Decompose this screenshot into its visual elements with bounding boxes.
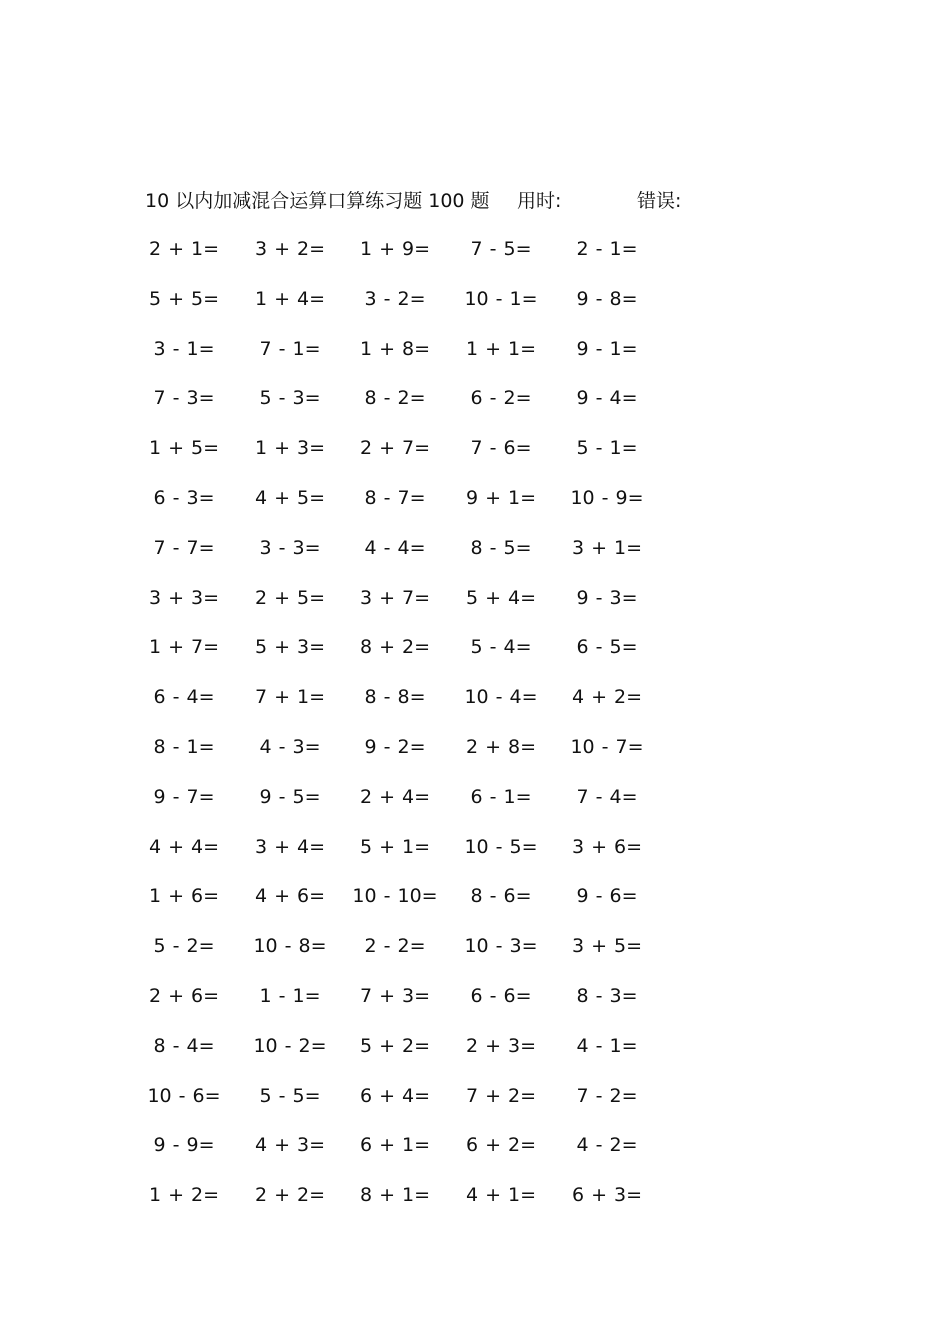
arithmetic-problem: 1 + 3=	[254, 437, 326, 460]
arithmetic-problem: 1 + 7=	[148, 636, 220, 659]
arithmetic-problem: 8 - 3=	[576, 985, 638, 1007]
arithmetic-problem: 3 - 2=	[364, 287, 426, 310]
arithmetic-problem: 5 - 1=	[576, 437, 638, 460]
arithmetic-problem: 5 - 4=	[470, 636, 532, 659]
arithmetic-problem: 9 - 5=	[259, 785, 321, 808]
problem-row	[0, 284, 950, 314]
arithmetic-problem: 1 + 9=	[359, 238, 431, 260]
arithmetic-problem: 3 + 1=	[571, 536, 643, 559]
arithmetic-problem: 7 - 5=	[470, 238, 532, 260]
arithmetic-problem: 2 + 4=	[359, 785, 431, 808]
arithmetic-problem: 2 + 3=	[465, 1034, 537, 1057]
arithmetic-problem: 8 + 1=	[359, 1184, 431, 1207]
arithmetic-problem: 9 - 7=	[153, 785, 215, 808]
arithmetic-problem: 7 + 1=	[254, 686, 326, 709]
arithmetic-problem: 5 - 5=	[259, 1084, 321, 1107]
arithmetic-problem: 3 + 7=	[359, 586, 431, 609]
arithmetic-problem: 2 + 6=	[148, 985, 220, 1007]
worksheet-title: 10 以内加减混合运算口算练习题 100 题	[145, 190, 490, 212]
arithmetic-problem: 8 - 5=	[470, 536, 532, 559]
arithmetic-problem: 8 - 4=	[153, 1034, 215, 1057]
arithmetic-problem: 10 - 6=	[147, 1084, 221, 1107]
arithmetic-problem: 10 - 8=	[253, 935, 327, 958]
arithmetic-problem: 10 - 10=	[352, 885, 438, 908]
arithmetic-problem: 4 - 3=	[259, 736, 321, 758]
arithmetic-problem: 1 + 2=	[148, 1184, 220, 1207]
arithmetic-problem: 5 - 2=	[153, 935, 215, 958]
arithmetic-problem: 4 + 1=	[465, 1184, 537, 1207]
problem-row	[0, 981, 950, 1011]
arithmetic-problem: 8 - 8=	[364, 686, 426, 709]
arithmetic-problem: 3 - 1=	[153, 337, 215, 360]
arithmetic-problem: 10 - 7=	[570, 736, 644, 758]
problem-row	[0, 483, 950, 513]
arithmetic-problem: 5 + 2=	[359, 1034, 431, 1057]
problem-row	[0, 583, 950, 613]
arithmetic-problem: 3 - 3=	[259, 536, 321, 559]
arithmetic-problem: 2 - 2=	[364, 935, 426, 958]
arithmetic-problem: 10 - 9=	[570, 487, 644, 509]
arithmetic-problem: 3 + 4=	[254, 835, 326, 858]
arithmetic-problem: 7 + 2=	[465, 1084, 537, 1107]
arithmetic-problem: 1 + 5=	[148, 437, 220, 460]
arithmetic-problem: 8 - 1=	[153, 736, 215, 758]
arithmetic-problem: 9 - 2=	[364, 736, 426, 758]
arithmetic-problem: 5 + 3=	[254, 636, 326, 659]
problem-row	[0, 234, 950, 264]
arithmetic-problem: 4 + 6=	[254, 885, 326, 908]
arithmetic-problem: 4 - 2=	[576, 1134, 638, 1157]
arithmetic-problem: 5 + 5=	[148, 287, 220, 310]
arithmetic-problem: 6 - 5=	[576, 636, 638, 659]
arithmetic-problem: 6 + 3=	[571, 1184, 643, 1207]
arithmetic-problem: 8 + 2=	[359, 636, 431, 659]
arithmetic-problem: 3 + 2=	[254, 238, 326, 260]
arithmetic-problem: 9 + 1=	[465, 487, 537, 509]
arithmetic-problem: 2 + 7=	[359, 437, 431, 460]
arithmetic-problem: 4 - 1=	[576, 1034, 638, 1057]
arithmetic-problem: 6 - 6=	[470, 985, 532, 1007]
error-count-label: 错误:	[637, 190, 682, 212]
arithmetic-problem: 1 + 6=	[148, 885, 220, 908]
arithmetic-problem: 6 - 2=	[470, 387, 532, 410]
arithmetic-problem: 10 - 1=	[464, 287, 538, 310]
arithmetic-problem: 6 - 1=	[470, 785, 532, 808]
arithmetic-problem: 9 - 8=	[576, 287, 638, 310]
problem-row	[0, 1031, 950, 1061]
problem-row	[0, 782, 950, 812]
arithmetic-problem: 7 - 1=	[259, 337, 321, 360]
problem-row	[0, 433, 950, 463]
problem-row	[0, 1180, 950, 1210]
arithmetic-problem: 3 + 3=	[148, 586, 220, 609]
arithmetic-problem: 3 + 6=	[571, 835, 643, 858]
arithmetic-problem: 8 - 6=	[470, 885, 532, 908]
arithmetic-problem: 8 - 7=	[364, 487, 426, 509]
arithmetic-problem: 7 - 6=	[470, 437, 532, 460]
arithmetic-problem: 7 + 3=	[359, 985, 431, 1007]
arithmetic-problem: 9 - 6=	[576, 885, 638, 908]
arithmetic-problem: 6 + 1=	[359, 1134, 431, 1157]
problem-row	[0, 881, 950, 911]
arithmetic-problem: 2 + 2=	[254, 1184, 326, 1207]
arithmetic-problem: 1 - 1=	[259, 985, 321, 1007]
problem-row	[0, 732, 950, 762]
arithmetic-problem: 6 + 2=	[465, 1134, 537, 1157]
arithmetic-problem: 4 + 5=	[254, 487, 326, 509]
problem-row	[0, 1081, 950, 1111]
arithmetic-problem: 9 - 9=	[153, 1134, 215, 1157]
arithmetic-problem: 10 - 3=	[464, 935, 538, 958]
arithmetic-problem: 9 - 1=	[576, 337, 638, 360]
problem-row	[0, 632, 950, 662]
arithmetic-problem: 6 - 3=	[153, 487, 215, 509]
arithmetic-problem: 7 - 3=	[153, 387, 215, 410]
arithmetic-problem: 2 + 8=	[465, 736, 537, 758]
arithmetic-problem: 8 - 2=	[364, 387, 426, 410]
time-used-label: 用时:	[517, 190, 562, 212]
arithmetic-problem: 4 - 4=	[364, 536, 426, 559]
arithmetic-problem: 5 + 4=	[465, 586, 537, 609]
problem-row	[0, 1130, 950, 1160]
problem-row	[0, 682, 950, 712]
arithmetic-problem: 2 + 1=	[148, 238, 220, 260]
arithmetic-problem: 7 - 4=	[576, 785, 638, 808]
arithmetic-problem: 9 - 3=	[576, 586, 638, 609]
arithmetic-problem: 4 + 4=	[148, 835, 220, 858]
arithmetic-problem: 6 + 4=	[359, 1084, 431, 1107]
problem-row	[0, 832, 950, 862]
arithmetic-problem: 3 + 5=	[571, 935, 643, 958]
arithmetic-problem: 6 - 4=	[153, 686, 215, 709]
problem-row	[0, 334, 950, 364]
problem-row	[0, 931, 950, 961]
arithmetic-problem: 2 - 1=	[576, 238, 638, 260]
arithmetic-problem: 5 + 1=	[359, 835, 431, 858]
arithmetic-problem: 9 - 4=	[576, 387, 638, 410]
arithmetic-problem: 4 + 3=	[254, 1134, 326, 1157]
arithmetic-problem: 2 + 5=	[254, 586, 326, 609]
arithmetic-problem: 7 - 7=	[153, 536, 215, 559]
arithmetic-problem: 5 - 3=	[259, 387, 321, 410]
problem-row	[0, 383, 950, 413]
arithmetic-problem: 1 + 8=	[359, 337, 431, 360]
problem-row	[0, 533, 950, 563]
arithmetic-problem: 4 + 2=	[571, 686, 643, 709]
arithmetic-problem: 10 - 4=	[464, 686, 538, 709]
arithmetic-problem: 10 - 2=	[253, 1034, 327, 1057]
arithmetic-problem: 1 + 1=	[465, 337, 537, 360]
arithmetic-problem: 1 + 4=	[254, 287, 326, 310]
arithmetic-problem: 7 - 2=	[576, 1084, 638, 1107]
arithmetic-problem: 10 - 5=	[464, 835, 538, 858]
